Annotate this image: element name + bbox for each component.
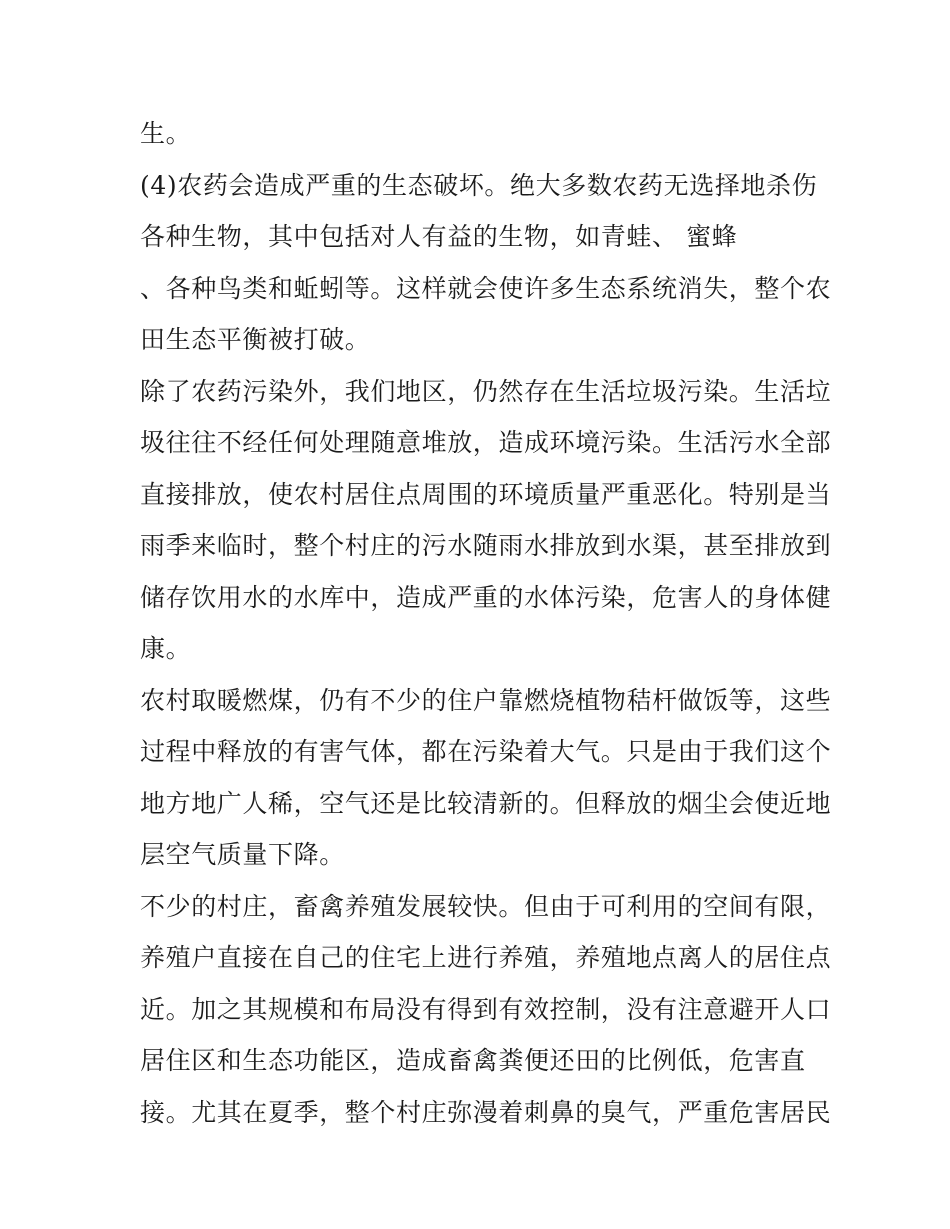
text-line: 直接排放，使农村居住点周围的环境质量严重恶化。特别是当 xyxy=(140,479,832,509)
text-line: 农村取暖燃煤，仍有不少的住户靠燃烧植物秸杆做饭等，这些 xyxy=(140,685,832,715)
text-line: 地方地广人稀，空气还是比较清新的。但释放的烟尘会使近地 xyxy=(140,788,832,818)
text-line: 居住区和生态功能区，造成畜禽粪便还田的比例低，危害直 xyxy=(140,1046,806,1075)
document-body xyxy=(140,108,832,1138)
text-line: 雨季来临时，整个村庄的污水随雨水排放到水渠，甚至排放到 xyxy=(140,531,832,560)
text-line: 各种生物，其中包括对人有益的生物，如青蛙、 蜜蜂 xyxy=(140,222,738,251)
text-line: 养殖户直接在自己的住宅上进行养殖，养殖地点离人的居住点 xyxy=(140,943,832,972)
text-line: 过程中释放的有害气体，都在污染着大气。只是由于我们这个 xyxy=(140,737,832,766)
text-line: (4)农药会造成严重的生态破坏。绝大多数农药无选择地杀伤 xyxy=(140,170,818,200)
text-line: 不少的村庄，畜禽养殖发展较快。但由于可利用的空间有限， xyxy=(140,891,832,921)
text-line: 储存饮用水的水库中，造成严重的水体污染，危害人的身体健 xyxy=(140,582,832,612)
text-line: 生。 xyxy=(140,119,192,148)
text-line: 田生态平衡被打破。 xyxy=(140,325,371,354)
text-line: 康。 xyxy=(140,634,192,663)
text-line: 层空气质量下降。 xyxy=(140,840,345,869)
text-line: 接。尤其在夏季，整个村庄弥漫着刺鼻的臭气，严重危害居民 xyxy=(140,1097,832,1127)
text-line: 近。加之其规模和布局没有得到有效控制，没有注意避开人口 xyxy=(140,994,832,1024)
text-line: 圾往往不经任何处理随意堆放，造成环境污染。生活污水全部 xyxy=(140,428,832,457)
text-line: 、各种鸟类和蚯蚓等。这样就会使许多生态系统消失，整个农 xyxy=(140,273,832,303)
text-line: 除了农药污染外，我们地区，仍然存在生活垃圾污染。生活垃 xyxy=(140,376,832,406)
